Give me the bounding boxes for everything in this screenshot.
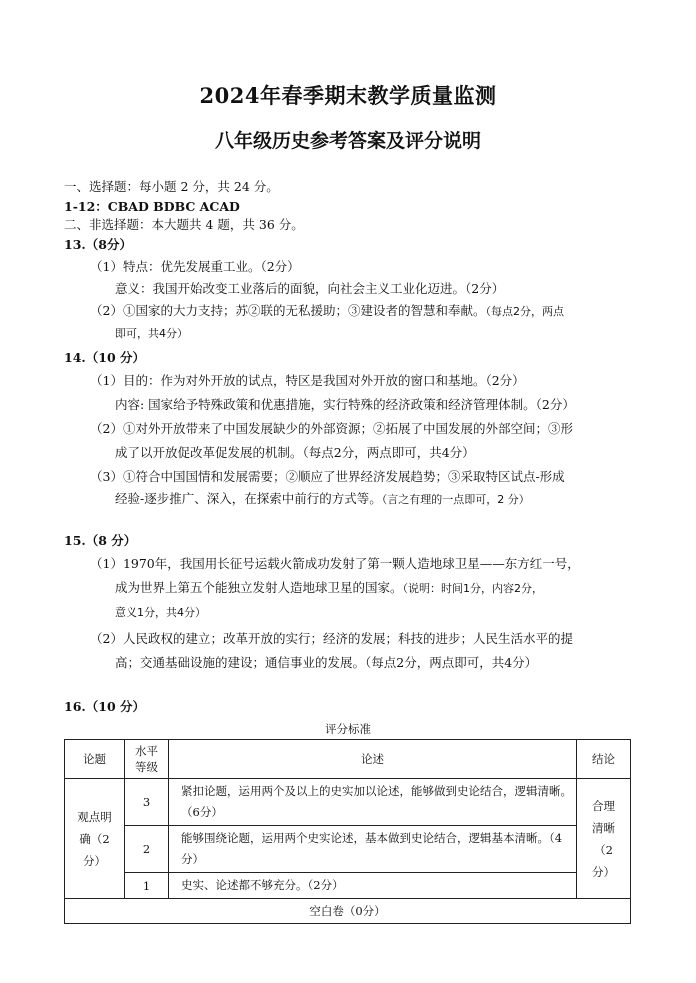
q14-part2-cont: 成了以开放促改革促发展的机制。（每点2分，两点即可，共4分） xyxy=(115,445,475,460)
q14-part3-note: （言之有理的一点即可，2 分） xyxy=(381,493,530,506)
q13-part2-note: （每点2分，两点 xyxy=(485,305,564,318)
blank-paper-cell: 空白卷（0分） xyxy=(65,899,631,924)
question-13-heading: 13.（8分） xyxy=(64,237,132,252)
q14-part3-cont xyxy=(115,491,530,508)
q15-part1-note: （说明：时间1分，内容2分， xyxy=(402,582,544,595)
q13-part2-note-cont: 即可，共4分） xyxy=(115,327,188,340)
q15-part1-cont xyxy=(115,580,543,597)
table-row xyxy=(65,873,631,899)
topic-cell: 观点明确（2分） xyxy=(65,779,125,899)
level-cell: 1 xyxy=(125,873,169,899)
level-cell: 2 xyxy=(125,826,169,873)
q15-part1-note-cont: 意义1分，共4分） xyxy=(115,606,206,619)
desc-cell: 紧扣论题，运用两个及以上的史实加以论述，能够做到史论结合，逻辑清晰。（6分） xyxy=(169,779,577,826)
page-subtitle: 八年级历史参考答案及评分说明 xyxy=(214,130,481,152)
q14-part2: （2）①对外开放带来了中国发展缺少的外部资源；②拓展了中国发展的外部空间；③形 xyxy=(90,421,573,436)
table-header-row xyxy=(65,740,631,779)
table-caption: 评分标准 xyxy=(325,722,371,736)
question-16-heading: 16.（10 分） xyxy=(64,699,145,714)
q15-part2-cont: 高；交通基础设施的建设；通信事业的发展。（每点2分，两点即可，共4分） xyxy=(115,655,538,670)
table-row xyxy=(65,779,631,826)
section-one-heading: 一、选择题：每小题 2 分，共 24 分。 xyxy=(64,179,279,194)
table-row xyxy=(65,826,631,873)
rubric-table xyxy=(64,739,631,924)
q14-part3-text: 经验-逐步推广、深入，在探索中前行的方式等。 xyxy=(115,491,382,506)
q14-part1: （1）目的：作为对外开放的试点，特区是我国对外开放的窗口和基地。（2分） xyxy=(90,373,525,388)
section-two-heading: 二、非选择题：本大题共 4 题，共 36 分。 xyxy=(64,217,304,232)
table-blank-row xyxy=(65,899,631,924)
header-level: 水平等级 xyxy=(125,740,169,779)
q13-part2 xyxy=(90,303,564,320)
header-topic: 论题 xyxy=(65,740,125,779)
q15-part2: （2）人民政权的建立；改革开放的实行；经济的发展；科技的进步；人民生活水平的提 xyxy=(90,631,573,646)
question-15-heading: 15.（8 分） xyxy=(64,533,137,548)
q13-part1-significance: 意义：我国开始改变工业落后的面貌，向社会主义工业化迈进。（2分） xyxy=(115,281,505,296)
q15-part1-text: 成为世界上第五个能独立发射人造地球卫星的国家。 xyxy=(115,580,403,595)
question-14-heading: 14.（10 分） xyxy=(64,350,145,365)
q13-part2-text: （2）①国家的大力支持；苏②联的无私援助；③建设者的智慧和奉献。 xyxy=(90,303,486,318)
desc-cell: 史实、论述都不够充分。（2分） xyxy=(169,873,577,899)
desc-cell: 能够围绕论题，运用两个史实论述，基本做到史论结合，逻辑基本清晰。（4分） xyxy=(169,826,577,873)
q15-part1: （1）1970年，我国用长征号运载火箭成功发射了第一颗人造地球卫星——东方红一号， xyxy=(90,556,580,571)
header-conclusion: 结论 xyxy=(577,740,631,779)
header-argument: 论述 xyxy=(169,740,577,779)
choice-answers: 1-12：CBAD BDBC ACAD xyxy=(64,199,240,214)
level-cell: 3 xyxy=(125,779,169,826)
conclusion-cell: 合理清晰（2分） xyxy=(577,779,631,899)
q14-part1-content: 内容: 国家给予特殊政策和优惠措施，实行特殊的经济政策和经济管理体制。（2分） xyxy=(115,397,575,412)
q14-part3: （3）①符合中国国情和发展需要；②顺应了世界经济发展趋势；③采取特区试点-形成 xyxy=(90,469,565,484)
page-title: 2024年春季期末教学质量监测 xyxy=(199,83,497,108)
q13-part1: （1）特点：优先发展重工业。（2分） xyxy=(90,259,300,274)
